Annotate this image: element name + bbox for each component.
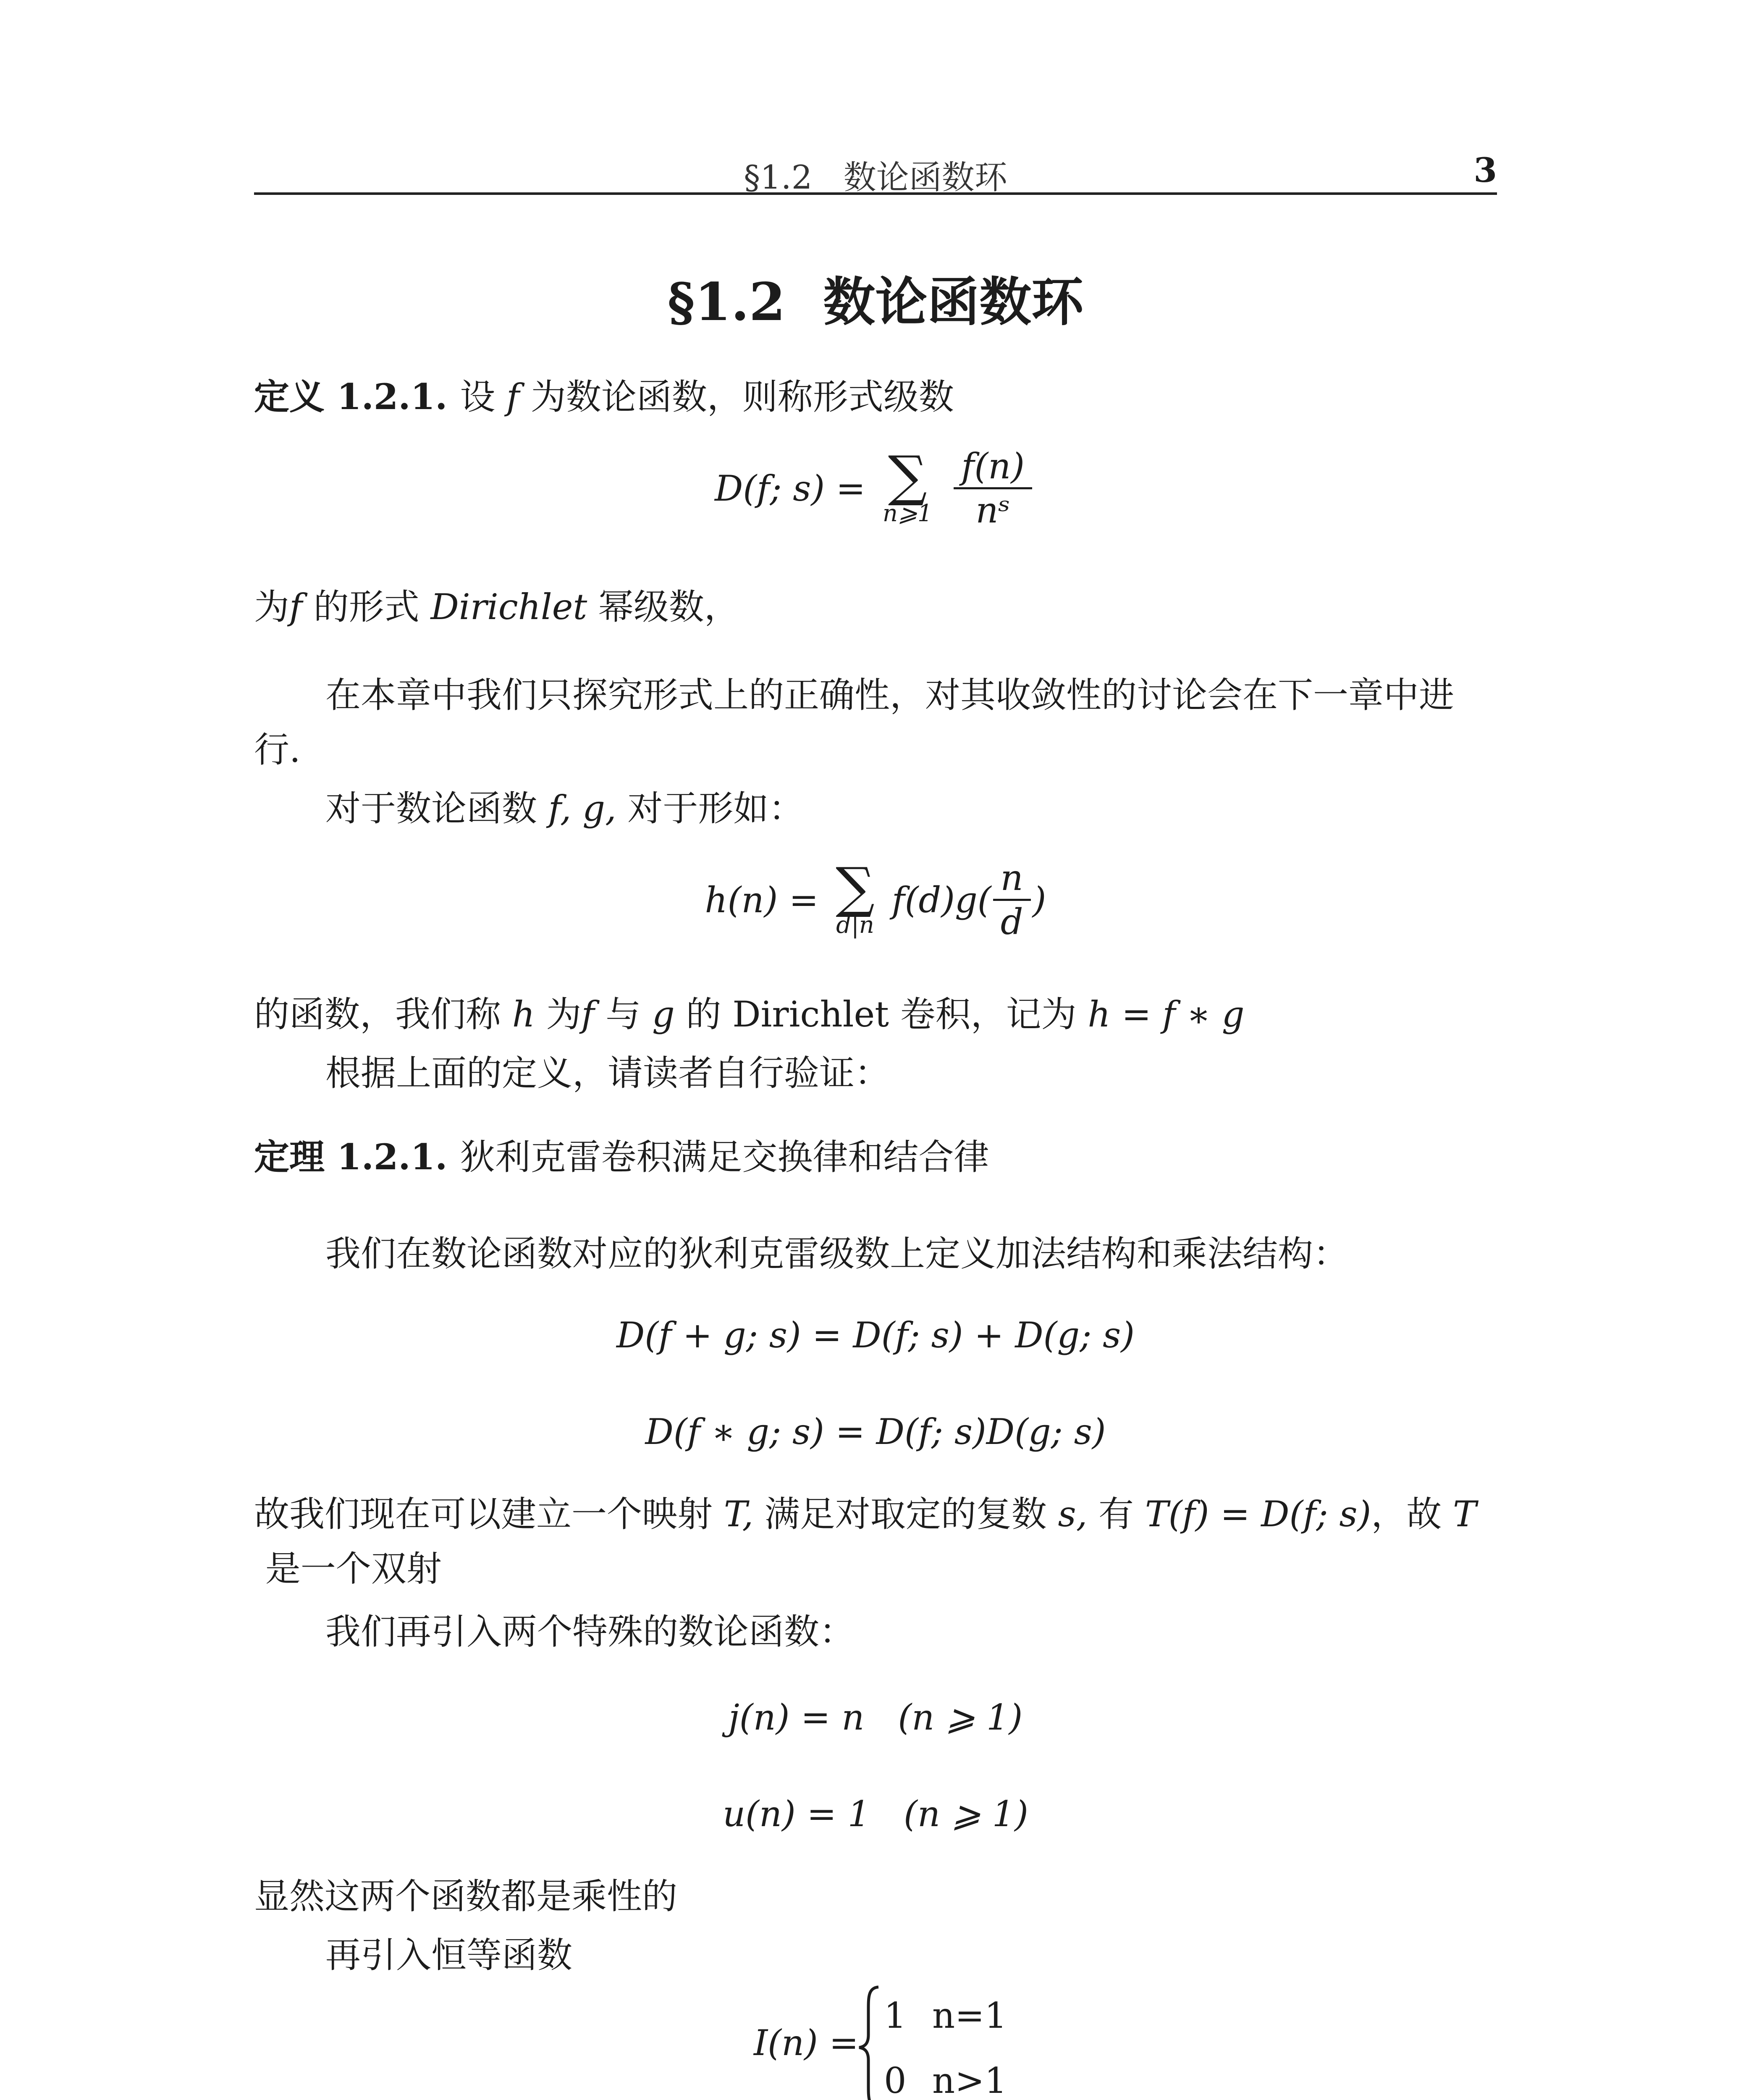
text: 对于形如： (616, 788, 804, 829)
text: 幂级数， (587, 586, 739, 627)
eq-condition: (n ⩾ 1) (904, 1793, 1028, 1835)
equation-j (254, 1697, 1497, 1738)
definition-text: 设 (460, 376, 495, 417)
equation-addition: D(f + g; s) = D(f; s) + D(g; s) (616, 1315, 1135, 1356)
paragraph-identity-intro: 再引入恒等函数 (325, 1935, 573, 1976)
var-T: T, (724, 1494, 754, 1535)
fraction-denominator: d (1000, 901, 1023, 942)
var-h: h (512, 994, 535, 1035)
vars-f-g: f, g, (548, 788, 616, 829)
text: 为 (535, 994, 582, 1035)
text: 满足对取定的复数 (753, 1494, 1058, 1535)
fraction-numerator: n (993, 857, 1031, 901)
text: 与 (594, 994, 653, 1035)
definition-1-2-1 (254, 370, 1497, 424)
eq-lhs: I(n) = (754, 2022, 859, 2063)
eq-expression: u(n) = 1 (723, 1793, 870, 1835)
fraction-denominator: nˢ (975, 490, 1010, 531)
text: 的函数，我们称 (254, 994, 512, 1035)
eq-lhs: h(n) = (705, 879, 819, 921)
theorem-label: 定理 1.2.1. (254, 1136, 448, 1178)
var-f: f (581, 994, 595, 1035)
page-number: 3 (1473, 150, 1497, 190)
case-1-condition: n=1 (932, 1995, 1007, 2036)
paragraph-multiplicative: 显然这两个函数都是乘性的 (254, 1876, 678, 1917)
summation (882, 444, 933, 527)
text: 故我们现在可以建立一个映射 (254, 1494, 724, 1535)
equation-convolution (254, 857, 1497, 943)
dirichlet-name: Dirichlet (430, 586, 587, 627)
case-1-value: 1 (884, 1995, 907, 2036)
fraction (993, 857, 1031, 943)
fraction-numerator: f(n) (954, 445, 1032, 489)
eq-lhs: D(f; s) = (715, 467, 866, 509)
running-header (254, 143, 1497, 195)
text: 为 (254, 586, 290, 627)
fraction (954, 445, 1032, 531)
paragraph-special-functions: 我们再引入两个特殊的数论函数： (325, 1611, 855, 1652)
section-number: §1.2 (667, 272, 786, 333)
series-name-line (254, 580, 1497, 634)
equation-multiplication: D(f ∗ g; s) = D(f; s)D(g; s) (645, 1411, 1106, 1452)
var-s: s, (1058, 1494, 1088, 1535)
eq-condition: (n ⩾ 1) (898, 1697, 1023, 1738)
definition-text: 为数论函数，则称形式级数 (530, 376, 954, 417)
var-f: f (506, 376, 520, 417)
equation-dirichlet-series (254, 445, 1497, 531)
var-T: T (1452, 1494, 1476, 1535)
section-title (254, 260, 1497, 335)
sigma-symbol: ∑ (888, 444, 927, 508)
eq-body: f(d)g( (891, 879, 991, 921)
theorem-1-2-1 (254, 1130, 1497, 1184)
eq-expression: j(n) = n (728, 1697, 865, 1738)
text: ，故 (1371, 1494, 1453, 1535)
case-2-condition: n>1 (932, 2060, 1007, 2100)
definition-label: 定义 1.2.1. (254, 376, 448, 417)
paragraph-formal: 在本章中我们只探究形式上的正确性，对其收敛性的讨论会在下一章中进行. (254, 675, 1455, 770)
text: 有 (1087, 1494, 1145, 1535)
running-title: §1.2 数论函数环 (744, 159, 1007, 197)
sigma-symbol: ∑ (836, 855, 875, 919)
case-2-value: 0 (884, 2060, 907, 2100)
paragraph-verify: 根据上面的定义，请读者自行验证： (325, 1053, 890, 1094)
text: 的 Dirichlet 卷积，记为 (674, 994, 1088, 1035)
theorem-text: 狄利克雷卷积满足交换律和结合律 (460, 1137, 989, 1178)
paragraph-structures: 我们在数论函数对应的狄利克雷级数上定义加法结构和乘法结构： (325, 1233, 1349, 1274)
equation-u (254, 1793, 1497, 1835)
var-f: f (289, 586, 303, 627)
var-g: g (652, 994, 675, 1035)
section-name: 数论函数环 (823, 272, 1084, 333)
map-expression: T(f) = D(f; s) (1145, 1494, 1371, 1535)
sum-subscript: d|n (836, 911, 874, 939)
summation (836, 855, 875, 939)
text: 是一个双射 (254, 1548, 442, 1589)
left-brace-icon (857, 1984, 882, 2100)
paragraph-convolution-definition (254, 987, 1497, 1042)
eq-body: ) (1032, 879, 1046, 921)
convolution-expression: h = f ∗ g (1088, 994, 1245, 1035)
paragraph-convolution-intro (254, 781, 1497, 836)
paragraph-map (254, 1487, 1497, 1596)
text: 的形式 (302, 586, 431, 627)
sum-subscript: n⩾1 (882, 499, 933, 527)
text: 对于数论函数 (325, 788, 548, 829)
